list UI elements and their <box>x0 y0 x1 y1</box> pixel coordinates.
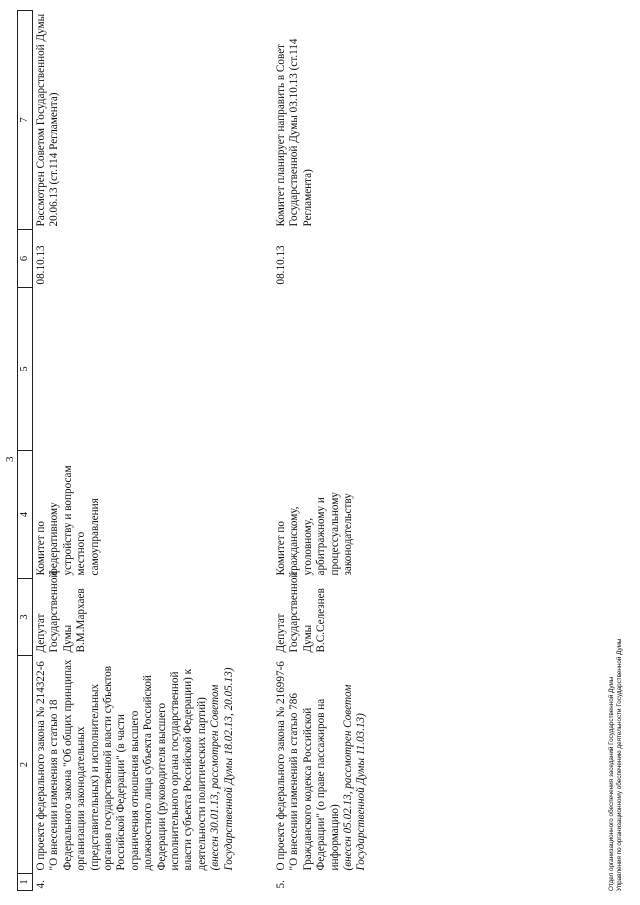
footer <box>608 639 624 891</box>
responsible-committee: Комитет по федеративному устройству и вопросам местного самоуправления <box>35 465 101 576</box>
row-number: 4. <box>35 880 47 889</box>
column-5-cell <box>271 288 369 451</box>
page-number: 3 <box>4 456 16 462</box>
deadline-date: 08.10.13 <box>35 245 47 285</box>
bill-author: Депутат Государственной Думы В.М.Мархаев <box>35 571 88 653</box>
table-row <box>33 11 272 891</box>
footer-department: Отдел организационного обеспечения заседаний Государственной Думы <box>608 676 615 891</box>
table-row <box>271 11 369 891</box>
column-header: 6 <box>18 230 33 288</box>
bill-table <box>17 10 369 891</box>
bill-author: Депутат Государственной Думы В.С.Селезнев <box>275 571 328 653</box>
bill-status: Комитет планирует направить в Совет Государственной Думы 03.10.13 (ст.114 Регламента) <box>275 38 314 227</box>
bill-number-line: О проекте федерального закона № 214322-6 <box>35 661 47 871</box>
column-header: 1 <box>18 874 33 891</box>
table-header-row <box>18 11 33 891</box>
bill-title: "О внесении изменений в статью 786 Гражданского кодекса Российской Федерации" (о праве пассажиров на информацию) <box>288 693 341 871</box>
column-header: 2 <box>18 656 33 874</box>
footer-directorate: Управления по организационному обеспечению деятельности Государственной Думы <box>616 638 624 891</box>
bill-title-cell <box>33 656 272 874</box>
column-5-cell <box>33 288 272 451</box>
bill-note: (внесен 30.01.13, рассмотрен Советом Государственной Думы 18.02.13, 20.05.13) <box>209 667 235 871</box>
bill-title: "О внесении изменения в статью 18 Федерального закона "Об общих принципах организации законодательных (представительных) и исполнительных органов государственной власти субъектов Российской Федерации" (в части ограничения отношения высшего должностного лица субъекта Российской Федерации (руководителя высшего исполнительного органа государственной власти субъекта Российской Федерации) к деятельности политических партий) <box>48 659 208 871</box>
bill-title-cell <box>271 656 369 874</box>
deadline-date: 08.10.13 <box>275 245 287 285</box>
bill-note: (внесен 05.02.13, рассмотрен Советом Государственной Думы 11.03.13) <box>342 684 368 871</box>
bill-status: Рассмотрен Советом Государственной Думы 20.06.13 (ст.114 Регламента) <box>35 13 61 227</box>
row-number: 5. <box>275 880 287 889</box>
column-header: 7 <box>18 11 33 230</box>
responsible-committee: Комитет по гражданскому, уголовному, арбитражному и процессуальному законодательству <box>275 492 355 576</box>
bill-number-line: О проекте федерального закона № 216997-6 <box>275 661 287 871</box>
column-header: 4 <box>18 451 33 579</box>
column-header: 5 <box>18 288 33 451</box>
column-header: 3 <box>18 579 33 656</box>
